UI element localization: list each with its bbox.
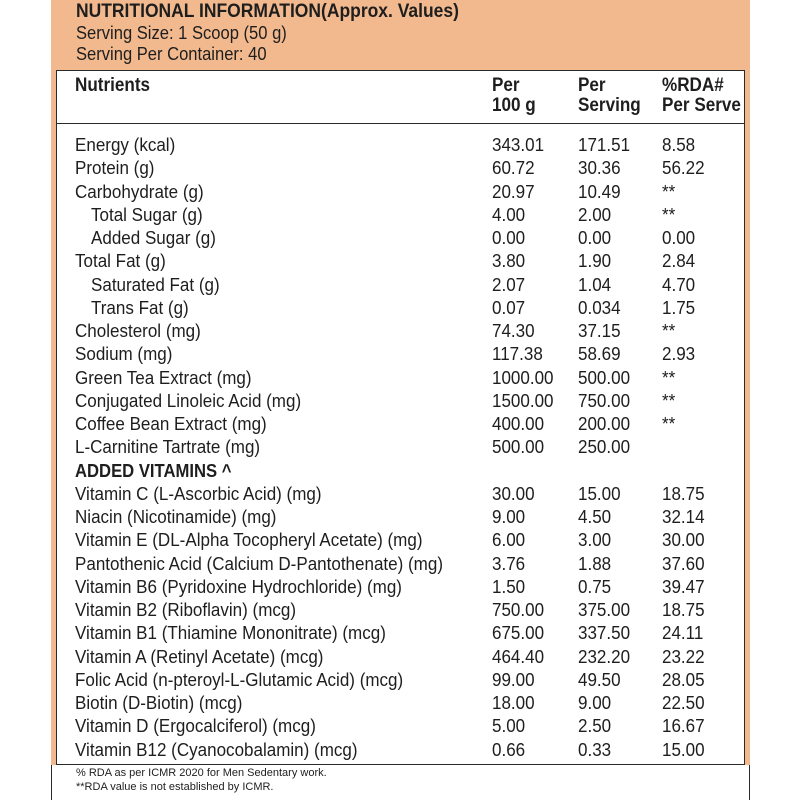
table-header [57, 71, 744, 123]
nutrient-name: Coffee Bean Extract (mg) [75, 413, 267, 434]
table-row [57, 273, 744, 296]
rda-value: 37.60 [662, 552, 705, 574]
per-serving-value: 58.69 [578, 343, 621, 365]
table-row [57, 133, 744, 156]
table-row [57, 505, 744, 528]
col-rda-line1: %RDA# [662, 75, 724, 96]
table-row [57, 296, 744, 319]
nutrient-name: Pantothenic Acid (Calcium D-Pantothenate) (mg) [75, 552, 443, 574]
col-per100-line2: 100 g [492, 95, 536, 116]
nutrient-name: Saturated Fat (g) [91, 273, 220, 295]
nutrition-label [51, 0, 750, 800]
nutrient-name: Total Fat (g) [75, 250, 166, 272]
rda-value: 23.22 [662, 645, 705, 667]
table-row [57, 249, 744, 272]
per-100g-value: 3.76 [492, 552, 526, 574]
per-serving-value: 0.034 [578, 296, 621, 318]
table-row [57, 552, 744, 575]
per-100g-value: 5.00 [492, 715, 526, 737]
per-serving-value: 1.88 [578, 552, 612, 574]
nutrient-name: Energy (kcal) [75, 134, 176, 155]
footnote-rda: % RDA as per ICMR 2020 for Men Sedentary work. [76, 767, 327, 779]
rda-value: 2.84 [662, 250, 696, 272]
rda-value: 2.93 [662, 343, 696, 365]
rda-value: 24.11 [662, 622, 704, 644]
per-serving-value: 232.20 [578, 645, 631, 667]
rda-value: 32.14 [662, 506, 705, 527]
per-serving-value: 2.50 [578, 715, 612, 737]
per-100g-value: 675.00 [492, 622, 545, 644]
per-100g-value: 1.50 [492, 575, 526, 597]
rda-value: 39.47 [662, 575, 705, 597]
vitamins-heading: ADDED VITAMINS ^ [75, 459, 232, 481]
per-serving-value: 9.00 [578, 692, 612, 713]
table-row [57, 621, 744, 644]
nutrient-name: Niacin (Nicotinamide) (mg) [75, 506, 277, 527]
rda-value: ** [662, 413, 676, 434]
per-serving-value: 750.00 [578, 389, 631, 411]
table-row [57, 319, 744, 342]
col-rda-line2: Per Serve [662, 95, 741, 116]
rda-value: 16.67 [662, 715, 705, 737]
per-100g-value: 30.00 [492, 482, 535, 504]
per-100g-value: 0.66 [492, 738, 526, 760]
per-serving-value: 4.50 [578, 506, 612, 527]
nutrient-name: Cholesterol (mg) [75, 320, 201, 341]
rda-value: 15.00 [662, 738, 705, 760]
table-row [57, 575, 744, 598]
table-row [57, 691, 744, 714]
rda-value: ** [662, 180, 676, 202]
per-serving-value: 1.90 [578, 250, 612, 272]
table-row [57, 528, 744, 551]
footnotes [51, 765, 750, 800]
per-serving-value: 1.04 [578, 273, 612, 295]
rda-value: 8.58 [662, 134, 696, 155]
serving-size: Serving Size: 1 Scoop (50 g) [76, 23, 287, 43]
nutrient-name: Protein (g) [75, 157, 155, 179]
table-row [57, 435, 744, 458]
per-100g-value: 0.07 [492, 296, 526, 318]
per-100g-value: 464.40 [492, 645, 545, 667]
header-divider [57, 123, 744, 124]
rda-value: 30.00 [662, 529, 705, 551]
nutrient-name: Green Tea Extract (mg) [75, 366, 252, 388]
nutrient-name: L-Carnitine Tartrate (mg) [75, 436, 261, 458]
nutrient-name: Vitamin C (L-Ascorbic Acid) (mg) [75, 482, 322, 504]
nutrient-name: Sodium (mg) [75, 343, 173, 365]
col-serving-line2: Serving [578, 95, 641, 116]
servings-per-container: Serving Per Container: 40 [76, 44, 267, 64]
label-title: NUTRITIONAL INFORMATION(Approx. Values) [76, 1, 459, 22]
per-100g-value: 343.01 [492, 134, 545, 155]
label-header [51, 0, 750, 70]
nutrient-name: Folic Acid (n-pteroyl-L-Glutamic Acid) (mcg) [75, 668, 404, 690]
col-per100-line1: Per [492, 75, 520, 96]
table-row [57, 226, 744, 249]
table-row [57, 342, 744, 365]
per-100g-value: 3.80 [492, 250, 526, 272]
rda-value: 56.22 [662, 157, 705, 179]
per-100g-value: 2.07 [492, 273, 526, 295]
per-serving-value: 337.50 [578, 622, 631, 644]
per-serving-value: 37.15 [578, 320, 621, 341]
per-serving-value: 15.00 [578, 482, 621, 504]
per-serving-value: 200.00 [578, 413, 631, 434]
per-100g-value: 400.00 [492, 413, 545, 434]
per-100g-value: 20.97 [492, 180, 535, 202]
per-serving-value: 500.00 [578, 366, 631, 388]
col-serving-line1: Per [578, 75, 606, 96]
nutrient-name: Vitamin B2 (Riboflavin) (mcg) [75, 599, 297, 620]
rda-value: ** [662, 389, 676, 411]
per-serving-value: 2.00 [578, 203, 612, 225]
nutrient-name: Vitamin A (Retinyl Acetate) (mcg) [75, 645, 324, 667]
nutrient-name: Trans Fat (g) [91, 296, 189, 318]
per-100g-value: 750.00 [492, 599, 545, 620]
per-100g-value: 1000.00 [492, 366, 554, 388]
rda-value: 28.05 [662, 668, 705, 690]
rda-value: ** [662, 320, 676, 341]
table-row [57, 366, 744, 389]
per-100g-value: 117.38 [492, 343, 543, 365]
per-100g-value: 6.00 [492, 529, 526, 551]
table-row [57, 203, 744, 226]
nutrient-name: Vitamin E (DL-Alpha Tocopheryl Acetate) (mg) [75, 529, 423, 551]
nutrient-name: Added Sugar (g) [91, 227, 216, 248]
nutrient-name: Conjugated Linoleic Acid (mg) [75, 389, 302, 411]
table-row [57, 668, 744, 691]
rda-value: 22.50 [662, 692, 705, 713]
per-100g-value: 99.00 [492, 668, 535, 690]
nutrient-name: Vitamin D (Ergocalciferol) (mcg) [75, 715, 316, 737]
per-100g-value: 500.00 [492, 436, 545, 458]
rda-value: 1.75 [662, 296, 696, 318]
table-row [57, 645, 744, 668]
per-100g-value: 9.00 [492, 506, 526, 527]
per-serving-value: 0.75 [578, 575, 612, 597]
rda-value: 18.75 [662, 482, 705, 504]
per-serving-value: 0.00 [578, 227, 612, 248]
per-100g-value: 1500.00 [492, 389, 554, 411]
nutrition-table [56, 70, 745, 765]
per-100g-value: 18.00 [492, 692, 535, 713]
table-row [57, 156, 744, 179]
per-serving-value: 0.33 [578, 738, 612, 760]
per-serving-value: 171.51 [578, 134, 631, 155]
table-row [57, 714, 744, 737]
table-row [57, 180, 744, 203]
per-serving-value: 30.36 [578, 157, 621, 179]
table-row [57, 389, 744, 412]
per-serving-value: 375.00 [578, 599, 631, 620]
rda-value: 0.00 [662, 227, 696, 248]
per-100g-value: 4.00 [492, 203, 526, 225]
rda-value: 4.70 [662, 273, 696, 295]
per-serving-value: 10.49 [578, 180, 621, 202]
per-100g-value: 60.72 [492, 157, 535, 179]
table-row [57, 738, 744, 761]
col-nutrients: Nutrients [75, 75, 151, 96]
footnote-not-established: **RDA value is not established by ICMR. [76, 781, 274, 793]
nutrient-name: Vitamin B12 (Cyanocobalamin) (mcg) [75, 738, 358, 760]
table-row [57, 482, 744, 505]
rda-value: ** [662, 366, 676, 388]
nutrient-name: Vitamin B6 (Pyridoxine Hydrochloride) (mg) [75, 575, 402, 597]
rda-value: ** [662, 203, 676, 225]
per-100g-value: 0.00 [492, 227, 526, 248]
per-serving-value: 49.50 [578, 668, 621, 690]
per-serving-value: 250.00 [578, 436, 631, 458]
table-row [57, 598, 744, 621]
rda-value: 18.75 [662, 599, 705, 620]
nutrient-name: Biotin (D-Biotin) (mcg) [75, 692, 243, 713]
per-100g-value: 74.30 [492, 320, 535, 341]
per-serving-value: 3.00 [578, 529, 612, 551]
nutrient-name: Carbohydrate (g) [75, 180, 204, 202]
table-row [57, 412, 744, 435]
nutrient-name: Total Sugar (g) [91, 203, 203, 225]
nutrient-name: Vitamin B1 (Thiamine Mononitrate) (mcg) [75, 622, 386, 644]
